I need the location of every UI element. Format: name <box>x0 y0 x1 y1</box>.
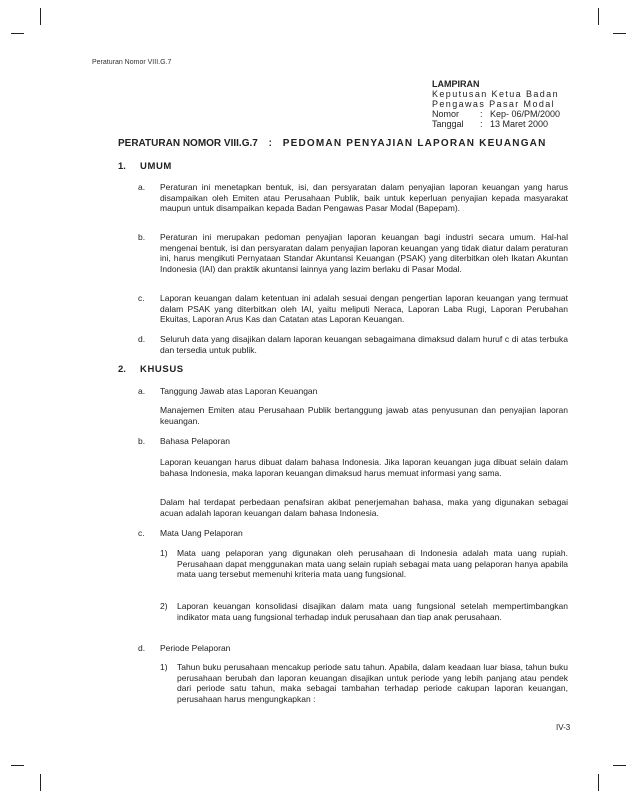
crop-mark-bottom-right-v <box>598 774 599 791</box>
title-sub: PEDOMAN PENYAJIAN LAPORAN KEUANGAN <box>282 138 547 149</box>
crop-mark-bottom-left-h <box>11 765 24 766</box>
crop-mark-top-right-h <box>613 33 626 34</box>
khusus-b-paragraph-1: Laporan keuangan harus dibuat dalam bahasa Indonesia. Jika laporan keuangan juga dibuat selain dalam bahasa Indonesia, maka laporan keuangan dimaksud harus memuat informasi yang sama. <box>160 457 568 478</box>
umum-item-c <box>138 293 568 325</box>
sub-text: Laporan keuangan konsolidasi disajikan dalam mata uang fungsional setelah mempertimbangkan indikator mata uang fungsional terhadap induk perusahaan dan tiap anak perusahaan. <box>177 601 568 622</box>
title-main: PERATURAN NOMOR VIII.G.7 <box>118 138 258 149</box>
crop-mark-top-right-v <box>598 8 599 25</box>
sub-text: Tahun buku perusahaan mencakup periode satu tahun. Apabila, dalam keadaan luar biasa, tahun buku perusahaan berubah dan laporan keuangan disajikan untuk periode yang lebih panjang atau pendek dari periode satu tahun, maka sebagai tambahan terhadap periode cakupan laporan keuangan, perusahaan harus mengungkapkan : <box>177 662 568 704</box>
item-heading: Bahasa Pelaporan <box>160 436 230 446</box>
item-marker: c. <box>138 528 145 538</box>
section-number: 2. <box>118 364 126 375</box>
item-marker: b. <box>138 436 146 446</box>
item-marker: c. <box>138 293 145 303</box>
sub-marker: 1) <box>160 548 168 558</box>
crop-mark-bottom-left-v <box>40 774 41 791</box>
item-marker: a. <box>138 182 146 192</box>
tanggal-value: 13 Maret 2000 <box>490 119 549 129</box>
khusus-b-paragraph-2: Dalam hal terdapat perbedaan penafsiran akibat penerjemahan bahasa, maka yang digunakan sebagai acuan adalah laporan keuangan dalam bahasa Indonesia. <box>160 497 568 518</box>
item-marker: d. <box>138 334 146 344</box>
umum-item-a <box>138 182 568 214</box>
item-heading: Periode Pelaporan <box>160 643 231 653</box>
khusus-a-paragraph: Manajemen Emiten atau Perusahaan Publik bertanggung jawab atas penyusunan dan penyajian laporan keuangan. <box>160 405 568 426</box>
section-label: UMUM <box>140 161 172 172</box>
lampiran-tanggal-row: Tanggal : 13 Maret 2000 <box>432 119 549 129</box>
item-text: Peraturan ini merupakan pedoman penyajian laporan keuangan bagi industri secara umum. Hal-hal mengenai bentuk, isi dan persyaratan dalam penyajian laporan keuangan yang tidak diatur dalam peraturan ini, harus mengikuti Pernyataan Standar Akuntansi Keuangan (PSAK) yang diterbitkan oleh Ikatan Akuntan Indonesia (IAI) dan praktik akuntansi lainnya yang lazim berlaku di Pasar Modal. <box>160 232 568 274</box>
lampiran-line-2: Pengawas Pasar Modal <box>432 99 556 109</box>
nomor-label: Nomor <box>432 109 460 119</box>
crop-mark-top-left-v <box>40 8 41 25</box>
page-number: IV-3 <box>556 723 571 732</box>
umum-item-b <box>138 232 568 274</box>
crop-mark-top-left-h <box>11 33 24 34</box>
item-text: Peraturan ini menetapkan bentuk, isi, dan persyaratan dalam penyajian laporan keuangan yang harus disampaikan oleh Emiten atau Perusahaan Publik, baik untuk keperluan penyajian kepada masyarakat maupun untuk disampaikan kepada Badan Pengawas Pasar Modal (Bapepam). <box>160 182 568 213</box>
khusus-c-sub-2 <box>160 601 568 622</box>
crop-mark-bottom-right-h <box>613 765 626 766</box>
tanggal-label: Tanggal <box>432 119 464 129</box>
item-text: Seluruh data yang disajikan dalam laporan keuangan sebagaimana dimaksud dalam huruf c di atas terbuka dan tersedia untuk publik. <box>160 334 568 355</box>
item-marker: d. <box>138 643 146 653</box>
nomor-value: Kep- 06/PM/2000 <box>490 109 561 119</box>
regulation-label: Peraturan Nomor VIII.G.7 <box>92 59 172 66</box>
title-colon: : <box>268 138 272 149</box>
lampiran-nomor-row: Nomor : Kep- 06/PM/2000 <box>432 109 561 119</box>
document-title <box>118 138 547 149</box>
section-number: 1. <box>118 161 126 172</box>
item-marker: a. <box>138 386 146 396</box>
item-marker: b. <box>138 232 146 242</box>
lampiran-title: LAMPIRAN <box>432 79 480 89</box>
umum-item-d <box>138 334 568 355</box>
section-label: KHUSUS <box>140 364 184 375</box>
khusus-c-sub-1 <box>160 548 568 580</box>
lampiran-block <box>432 79 572 129</box>
khusus-d-sub-1 <box>160 662 568 704</box>
item-text: Laporan keuangan dalam ketentuan ini adalah sesuai dengan pengertian laporan keuangan yang termuat dalam PSAK yang diterbitkan oleh IAI, yaitu meliputi Neraca, Laporan Laba Rugi, Laporan Perubahan Ekuitas, Laporan Arus Kas dan Catatan atas Laporan Keuangan. <box>160 293 568 324</box>
sub-marker: 1) <box>160 662 168 672</box>
item-heading: Mata Uang Pelaporan <box>160 528 243 538</box>
lampiran-line-1: Keputusan Ketua Badan <box>432 89 559 99</box>
sub-marker: 2) <box>160 601 168 611</box>
item-heading: Tanggung Jawab atas Laporan Keuangan <box>160 386 318 396</box>
sub-text: Mata uang pelaporan yang digunakan oleh perusahaan di Indonesia adalah mata uang rupiah. Perusahaan dapat menggunakan mata uang selain rupiah sebagai mata uang pelaporan hanya apabila mata uang tersebut memenuhi kriteria mata uang fungsional. <box>177 548 568 579</box>
